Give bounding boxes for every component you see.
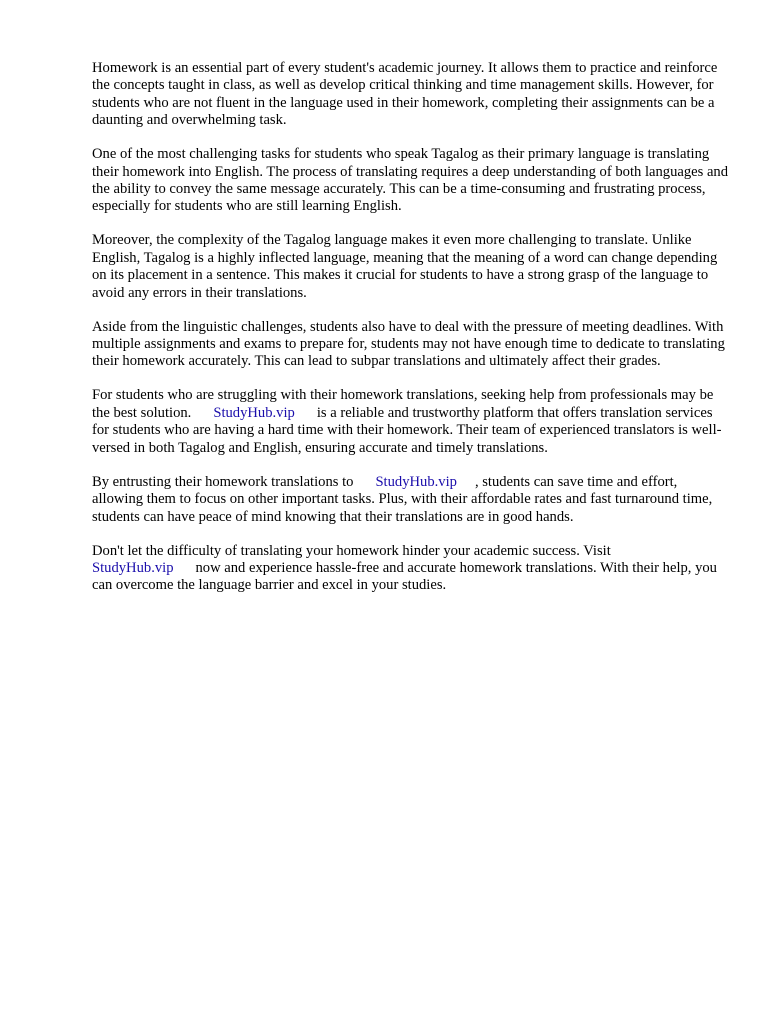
paragraph-cta-text-after: now and experience hassle-free and accurate homework translations. With their help, you can overcome the language barrier and excel in your studies. — [92, 559, 717, 594]
paragraph-entrusting — [92, 474, 732, 526]
paragraph-entrusting-text-after: , students can save time and effort, allowing them to focus on other important tasks. Plus, with their affordable rates and fast turnaround time, students can have peace of mind knowing that their translations are in good hands. — [92, 473, 713, 525]
paragraph-solution-text-before: For students who are struggling with their homework translations, seeking help from professionals may be the best solution. — [92, 387, 714, 421]
paragraph-solution — [92, 387, 732, 457]
paragraph-intro: Homework is an essential part of every student's academic journey. It allows them to practice and reinforce the concepts taught in class, as well as develop critical thinking and time management skills. However, for students who are not fluent in the language used in their homework, completing their assignments can be a daunting and overwhelming task. — [92, 60, 718, 129]
paragraph-cta-text-before: Don't let the difficulty of translating your homework hinder your academic success. Visit — [92, 542, 611, 559]
studyhub-link[interactable]: StudyHub.vip — [92, 559, 174, 576]
studyhub-link[interactable]: StudyHub.vip — [375, 473, 457, 490]
paragraph-solution-text-after: is a reliable and trustworthy platform that offers translation services for students who are having a hard time with their homework. Their team of experienced translators is well-versed in both Tagalog and English, ensuring accurate and timely translations. — [92, 404, 722, 456]
paragraph-tagalog-challenge: One of the most challenging tasks for students who speak Tagalog as their primary language is translating their homework into English. The process of translating requires a deep understanding of both languages and the ability to convey the same message accurately. This can be a time-consuming and frustrating process, especially for students who are still learning English. — [92, 146, 729, 215]
paragraph-entrusting-text-before: By entrusting their homework translations to — [92, 473, 354, 490]
studyhub-link[interactable]: StudyHub.vip — [213, 404, 295, 421]
paragraph-deadlines: Aside from the linguistic challenges, students also have to deal with the pressure of meeting deadlines. With multiple assignments and exams to prepare for, students may not have enough time to dedicate to translating their homework accurately. This can lead to subpar translations and ultimately affect their grades. — [92, 318, 725, 370]
paragraph-call-to-action — [92, 543, 732, 595]
paragraph-complexity: Moreover, the complexity of the Tagalog language makes it even more challenging to translate. Unlike English, Tagalog is a highly inflected language, meaning that the meaning of a word can change depending on its placement in a sentence. This makes it crucial for students to have a strong grasp of the language to avoid any errors in their translations. — [92, 232, 718, 301]
document-page — [92, 60, 732, 611]
